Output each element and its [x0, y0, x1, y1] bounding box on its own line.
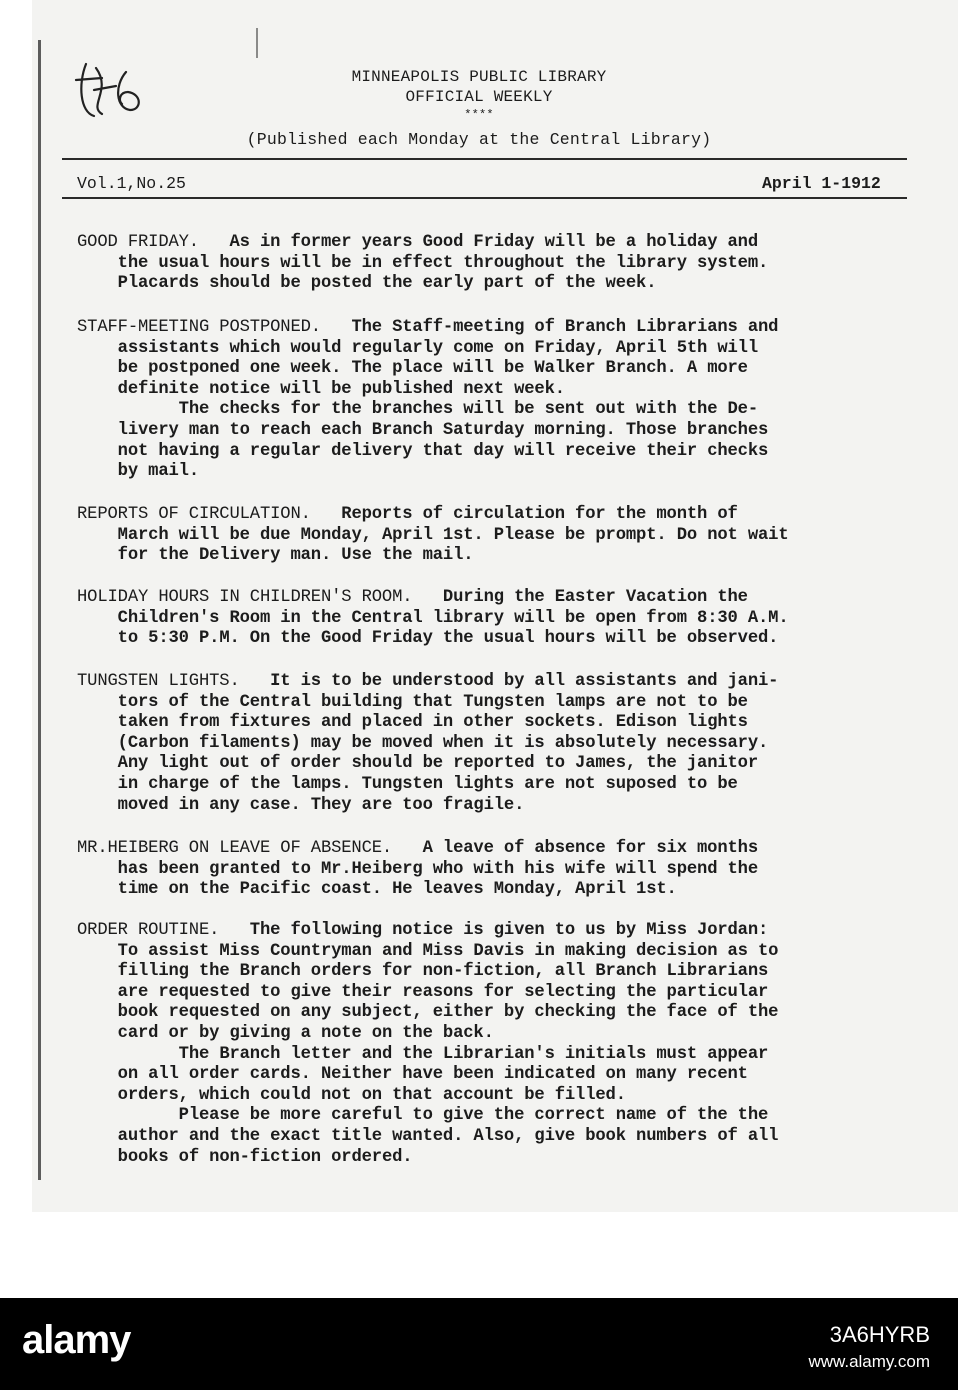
notice-line: time on the Pacific coast. He leaves Monday, April 1st. [117, 880, 677, 900]
notice-line: for the Delivery man. Use the mail. [117, 546, 474, 566]
notice-line: The checks for the branches will be sent out with the De- [117, 400, 759, 420]
notice-line: moved in any case. They are too fragile. [117, 795, 525, 815]
notice-reports-circulation [77, 505, 789, 567]
issue-volume: Vol.1,No.25 [77, 174, 186, 193]
notice-line: (Carbon filaments) may be moved when it is absolutely necessary. [117, 733, 769, 753]
notice-line: orders, which could not on that account be filled. [117, 1085, 626, 1105]
notice-line: The Branch letter and the Librarian's initials must appear [117, 1044, 769, 1064]
header-rule-top [62, 158, 907, 160]
notice-line: The Staff-meeting of Branch Librarians and [320, 318, 779, 337]
notice-line: tors of the Central building that Tungsten lamps are not to be [117, 692, 748, 712]
notice-line: taken from fixtures and placed in other sockets. Edison lights [117, 713, 748, 733]
notice-staff-meeting [77, 318, 778, 483]
notice-heading: MR.HEIBERG ON LEAVE OF ABSENCE. [77, 839, 393, 858]
issue-date: April 1-1912 [762, 174, 881, 193]
notice-tungsten-lights [77, 672, 778, 816]
notice-heading: GOOD FRIDAY. [77, 233, 199, 252]
notice-line: book requested on any subject, either by checking the face of the [117, 1003, 779, 1023]
notice-line: on all order cards. Neither have been indicated on many recent [117, 1065, 748, 1085]
notice-line: by mail. [117, 462, 199, 482]
notice-heiberg-leave [77, 839, 758, 901]
notice-line: Children's Room in the Central library will be open from 8:30 A.M. [117, 608, 789, 628]
masthead-ornament: **** [464, 108, 494, 122]
masthead-publication-note: (Published each Monday at the Central Library) [246, 130, 712, 149]
masthead-title: MINNEAPOLIS PUBLIC LIBRARY [351, 68, 607, 86]
masthead-subtitle: OFFICIAL WEEKLY [405, 88, 553, 106]
header-rule-bottom [62, 197, 907, 199]
notice-heading: REPORTS OF CIRCULATION. [77, 505, 311, 524]
notice-line: assistants which would regularly come on Friday, April 5th will [117, 338, 759, 358]
notice-heading: STAFF-MEETING POSTPONED. [77, 318, 321, 337]
notice-line: filling the Branch orders for non-fiction, all Branch Librarians [117, 962, 769, 982]
notice-line: It is to be understood by all assistants and jani- [239, 672, 779, 691]
notice-line: are requested to give their reasons for selecting the particular [117, 982, 769, 1002]
notice-line: A leave of absence for six months [392, 839, 759, 858]
notice-line: During the Easter Vacation the [412, 588, 748, 607]
notice-line: Placards should be posted the early part of the week. [117, 274, 657, 294]
notice-line: Reports of circulation for the month of [310, 505, 738, 524]
notice-line: card or by giving a note on the back. [117, 1023, 494, 1043]
watermark-url: www.alamy.com [808, 1352, 930, 1371]
notice-line: not having a regular delivery that day will receive their checks [117, 441, 769, 461]
notice-line: author and the exact title wanted. Also, give book numbers of all [117, 1126, 779, 1146]
notice-line: to 5:30 P.M. On the Good Friday the usual hours will be observed. [117, 629, 779, 649]
notice-line: has been granted to Mr.Heiberg who with his wife will spend the [117, 859, 759, 879]
notice-holiday-hours [77, 588, 789, 650]
notice-line: March will be due Monday, April 1st. Please be prompt. Do not wait [117, 525, 789, 545]
ink-mark [256, 28, 258, 58]
notice-line: in charge of the lamps. Tungsten lights are not suposed to be [117, 774, 738, 794]
notice-good-friday [77, 233, 768, 295]
page-edge-shadow [38, 40, 41, 1180]
notice-order-routine [77, 921, 778, 1168]
notice-line: Any light out of order should be reported to James, the janitor [117, 754, 759, 774]
watermark-image-id: 3A6HYRB [829, 1322, 930, 1347]
notice-line: books of non-fiction ordered. [117, 1147, 413, 1167]
notice-line: As in former years Good Friday will be a holiday and [198, 233, 759, 252]
notice-heading: TUNGSTEN LIGHTS. [77, 672, 240, 691]
notice-line: livery man to reach each Branch Saturday morning. Those branches [117, 420, 769, 440]
notice-line: The following notice is given to us by Miss Jordan: [219, 921, 769, 940]
notice-line: the usual hours will be in effect throughout the library system. [117, 253, 769, 273]
notice-heading: HOLIDAY HOURS IN CHILDREN'S ROOM. [77, 588, 413, 607]
watermark-logo: alamy [22, 1318, 131, 1362]
notice-heading: ORDER ROUTINE. [77, 921, 220, 940]
notice-line: Please be more careful to give the correct name of the the [117, 1106, 769, 1126]
notice-line: To assist Miss Countryman and Miss Davis in making decision as to [117, 941, 779, 961]
notice-line: definite notice will be published next week. [117, 379, 565, 399]
notice-line: be postponed one week. The place will be Walker Branch. A more [117, 359, 748, 379]
